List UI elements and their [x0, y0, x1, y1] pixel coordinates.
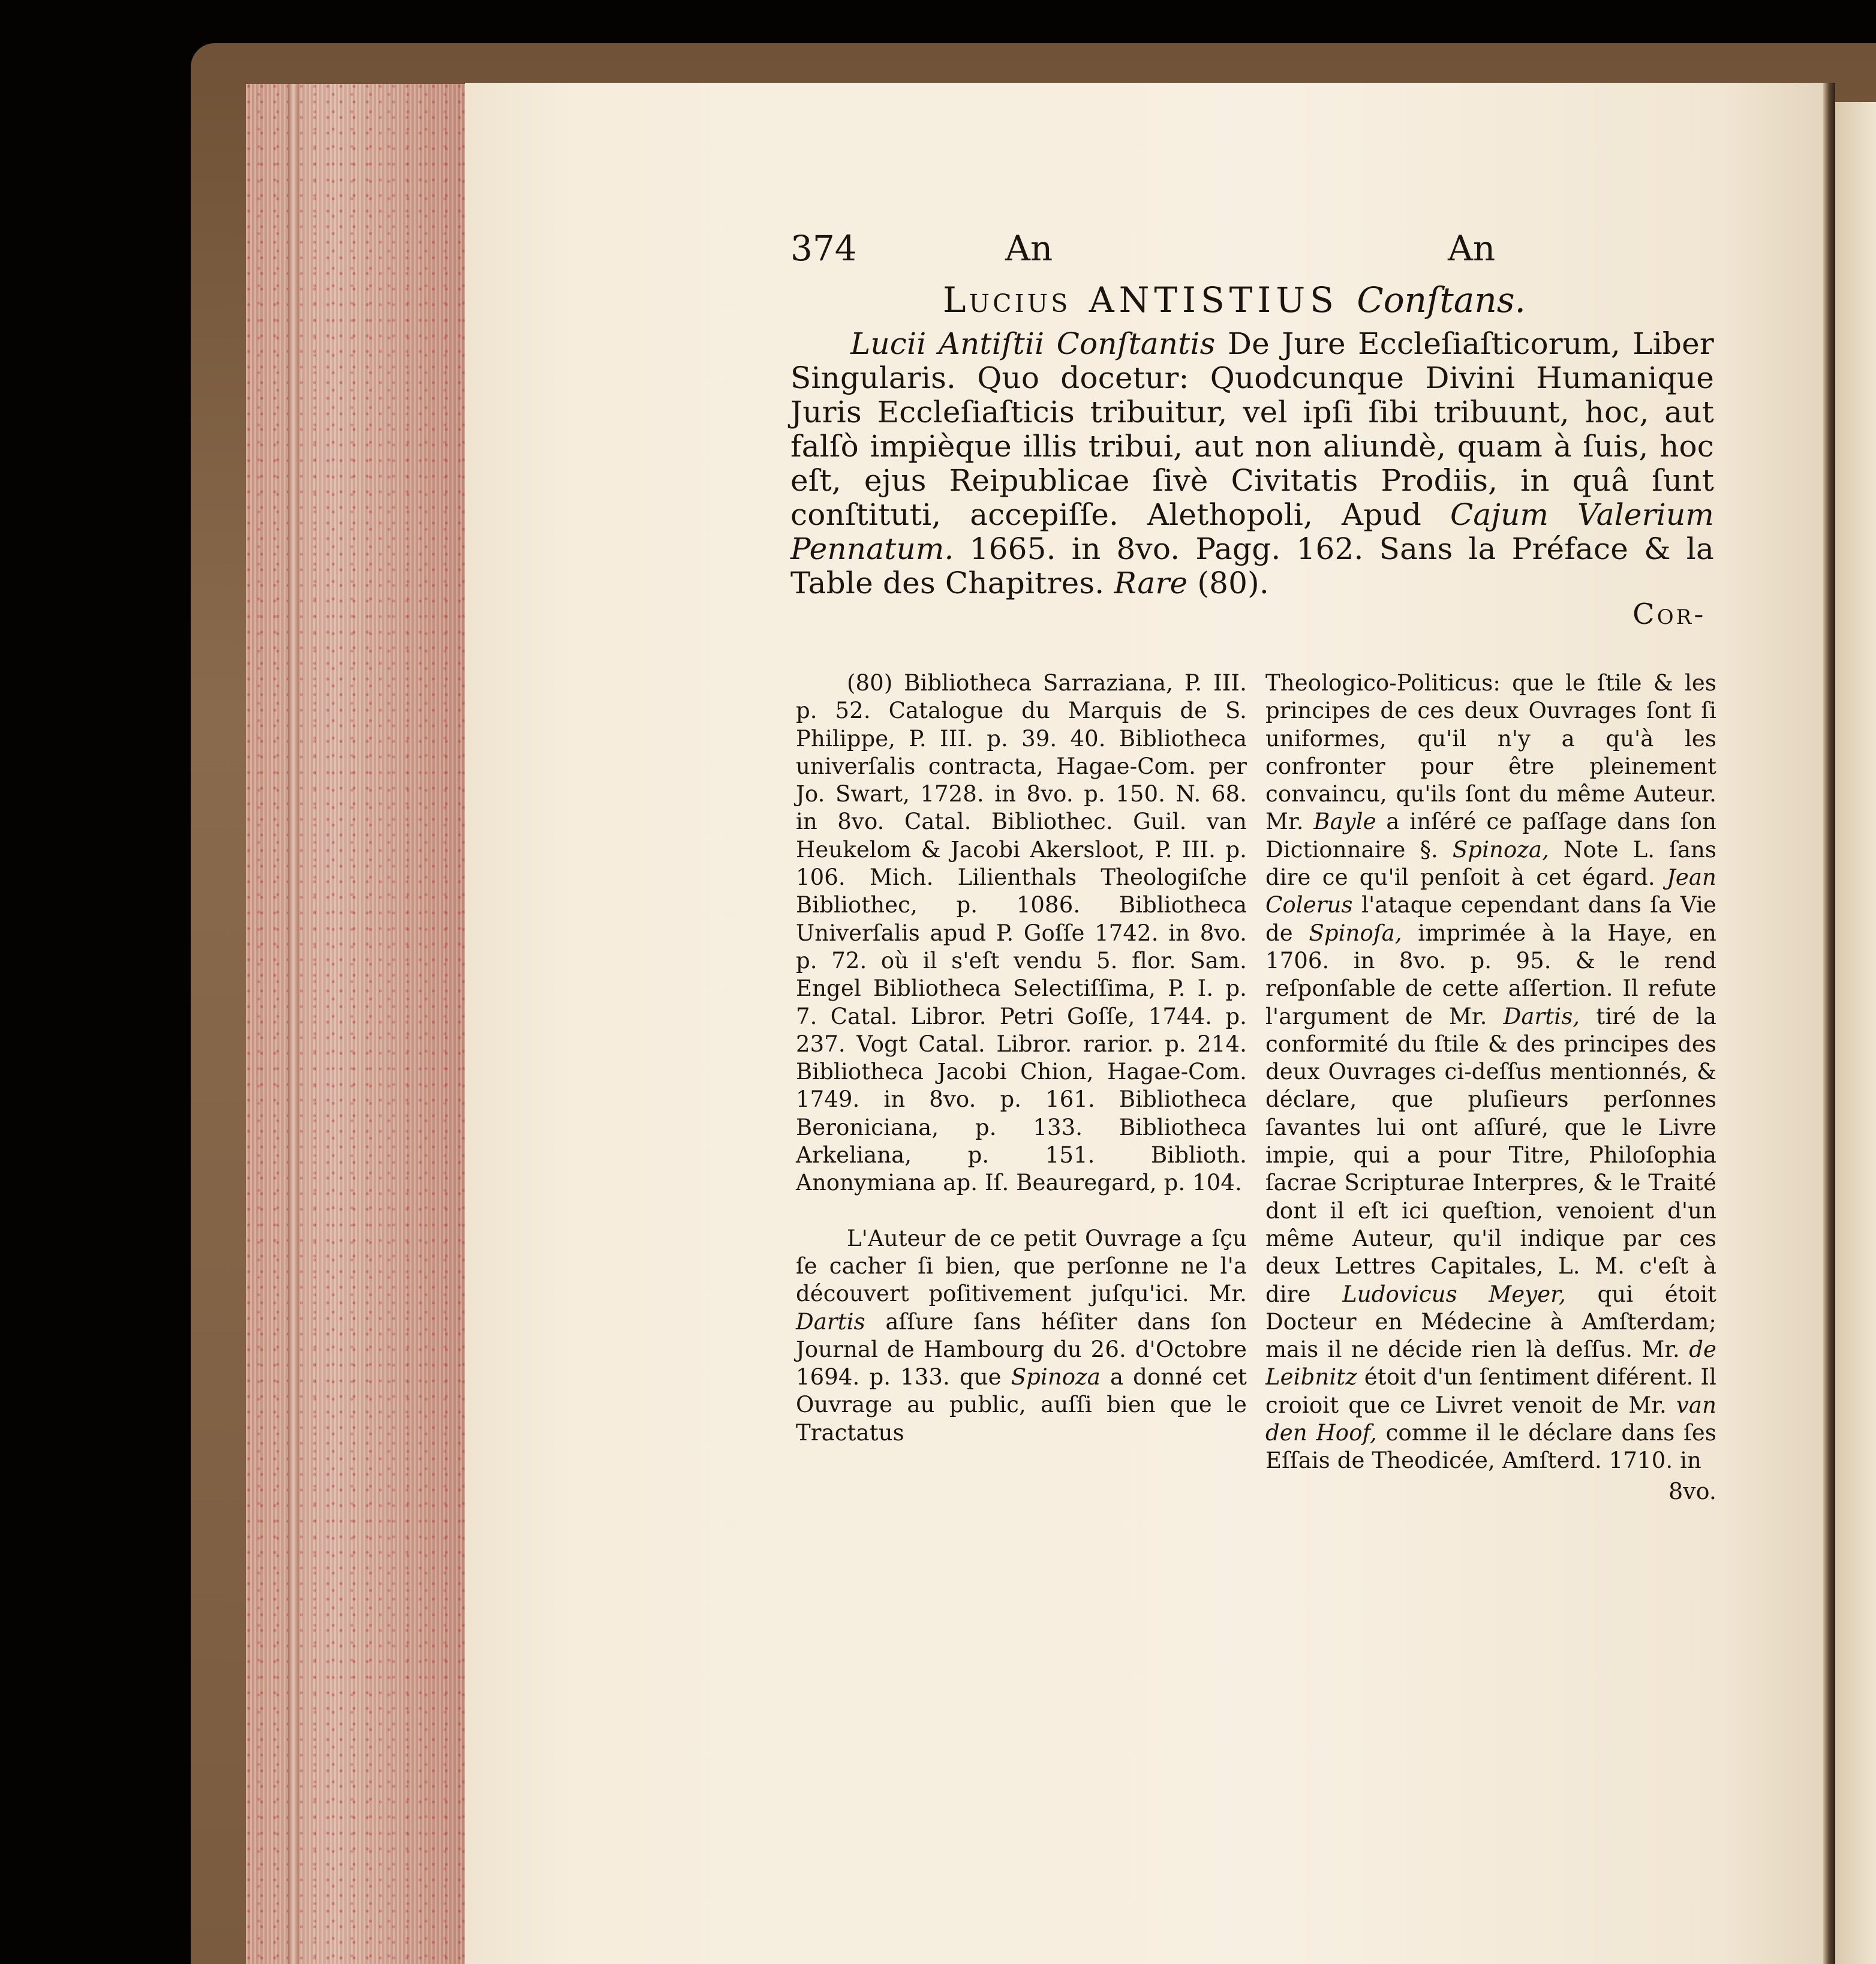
note-name-meyer: Ludovicus Meyer, — [1342, 1281, 1566, 1307]
note-name-dartis: Dartis, — [1503, 1003, 1580, 1029]
entry-title-author: Lucii Antiſtii Conſtantis — [850, 326, 1216, 361]
page-number: 374 — [790, 228, 857, 269]
catchword-bottom: 8vo. — [1668, 1478, 1716, 1504]
catchword-top: Cor- — [1633, 597, 1706, 631]
running-head-right: An — [1448, 228, 1496, 269]
notes-right-column — [1265, 669, 1716, 1475]
note-text: comme il le déclare dans ſes Eſſais de Theodicée, Amſterd. 1710. in — [1265, 1420, 1716, 1474]
entry-imprint: 1665. in 8vo. Pagg. 162. Sans la Préface & la Table des Chapitres. — [790, 531, 1714, 600]
entry-title-text: De Jure Eccleſiaſticorum, Liber Singularis. Quo docetur: Quodcunque Divini Humanique Juris Eccleſiaſticis tribuitur, vel ipſi ſibi tribuunt, hoc, aut falſò impièque illis tribui, aut non aliundè, quam à ſuis, hoc eſt, ejus Reipublicae ſivè Civitatis Prodiis, in quâ ſunt conſtituti, accepiſſe. Alethopoli, Apud — [790, 326, 1714, 532]
author-given-name: Lucius — [943, 280, 1071, 320]
running-head-left: An — [1005, 228, 1053, 269]
next-page-edge — [1835, 102, 1876, 1964]
note-name-dartis: Dartis — [796, 1308, 865, 1335]
author-cognomen: Conſtans. — [1357, 280, 1526, 320]
note-name-bayle: Bayle — [1313, 809, 1376, 835]
entry-description — [790, 327, 1714, 600]
footnote-80: (80) Bibliotheca Sarraziana, P. III. p. 52. Catalogue du Marquis de S. Philippe, P. III. p. 39. 40. Bibliotheca univerſalis contracta, Hagae-Com. per Jo. Swart, 1728. in 8vo. p. 150. N. 68. in 8vo. Catal. Bibliothec. Guil. van Heukelom & Jacobi Akersloot, P. III. p. 106. Mich. Lilienthals Theologiſche Bibliothec, p. 1086. Bibliotheca Univerſalis apud P. Goſſe 1742. in 8vo. p. 72. où il s'eſt vendu 5. flor. Sam. Engel Bibliotheca Selectiſſima, P. I. p. 7. Catal. Libror. Petri Goſſe, 1744. p. 237. Vogt Catal. Libror. rarior. p. 214. Bibliotheca Jacobi Chion, Hagae-Com. 1749. in 8vo. p. 161. Bibliotheca Beroniciana, p. 133. Bibliotheca Arkeliana, p. 151. Biblioth. Anonymiana ap. Iſ. Beauregard, p. 104. — [796, 670, 1247, 1196]
note-text: a donné cet Ouvrage au public, auſſi bien que le Tractatus — [796, 1364, 1247, 1446]
note-name-spinoza: Spinoza, — [1452, 836, 1549, 863]
notes-left-column — [796, 669, 1247, 1447]
note-paragraph — [796, 1225, 1247, 1447]
author-family-name: ANTISTIUS — [1089, 280, 1339, 320]
entry-note-ref: (80). — [1187, 566, 1269, 600]
note-text: Note L. ſans dire ce qu'il penſoit à cet égard. — [1265, 836, 1717, 891]
page-edges — [246, 84, 469, 1964]
note-name-leibnitz: de Leibnitz — [1265, 1337, 1716, 1391]
note-text: l'ataque cependant dans ſa Vie de — [1265, 892, 1716, 946]
note-name-hoof: van den Hoof, — [1265, 1392, 1716, 1446]
entry-publisher: Cajum Valerium Pennatum. — [790, 497, 1714, 566]
note-text: tiré de la conformité du ſtile & des principes des deux Ouvrages ci-deſſus mentionnés, & déclare, que pluſieurs perſonnes ſavantes lui ont aſſuré, que le Livre impie, qui a pour Titre, Philoſophia ſacrae Scripturae Interpres, & le Traité dont il eſt ici queſtion, venoient d'un même Auteur, qu'il indique par ces deux Lettres Capitales, L. M. c'eſt à dire — [1265, 1003, 1716, 1307]
entry-rarity: Rare — [1114, 566, 1188, 600]
note-text: étoit d'un ſentiment diférent. Il croioit que ce Livret venoit de Mr. — [1265, 1364, 1716, 1418]
book-gutter — [1823, 83, 1835, 1964]
note-text: qui étoit Docteur en Médecine à Amſterdam; mais il ne décide rien là deſſus. Mr. — [1265, 1281, 1716, 1363]
note-text: aſſure ſans héſiter dans ſon Journal de Hambourg du 26. d'Octobre 1694. p. 133. que — [796, 1308, 1247, 1391]
note-continuation — [1265, 669, 1716, 1475]
note-text: imprimée à la Haye, en 1706. in 8vo. p. 95. & le rend reſponſable de cette aſſertion. Il refute l'argument de Mr. — [1265, 920, 1716, 1029]
note-name-spinosa: Spinoſa, — [1309, 920, 1402, 946]
note-text: L'Auteur de ce petit Ouvrage a ſçu ſe cacher ſi bien, que perſonne ne l'a découvert poſitivement juſqu'ici. Mr. — [796, 1225, 1247, 1307]
note-name-colerus: Jean Colerus — [1265, 864, 1716, 918]
note-text: Theologico-Politicus: que le ſtile & les principes de ces deux Ouvrages ſont ſi uniformes, qu'il n'y a qu'à les confronter pour être pleinement convaincu, qu'ils ſont du même Auteur. Mr. — [1265, 670, 1716, 835]
note-name-spinoza: Spinoza — [1011, 1364, 1101, 1391]
note-text: a inſéré ce paſſage dans ſon Dictionnaire §. — [1265, 809, 1716, 863]
entry-author-heading — [943, 280, 1633, 320]
